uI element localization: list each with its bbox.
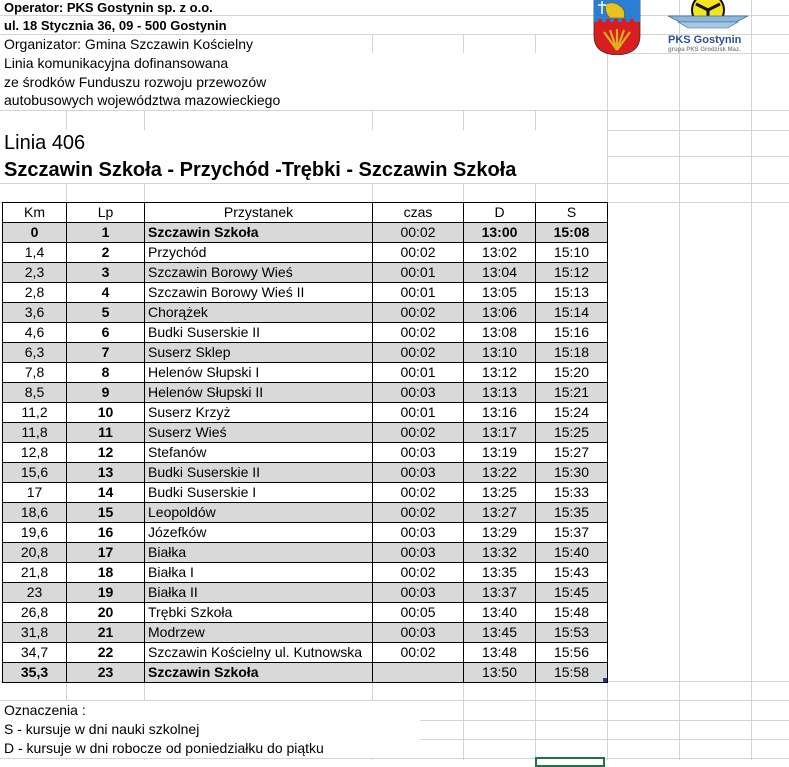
cell-s[interactable]: 15:13 <box>536 283 608 303</box>
route-title: Szczawin Szkoła - Przychód -Trębki - Szczawin Szkoła <box>4 159 517 181</box>
cell-stop[interactable]: Szczawin Szkoła <box>145 223 373 243</box>
cell-km[interactable]: 17 <box>3 483 67 503</box>
table-row[interactable] <box>3 563 608 583</box>
cell-czas[interactable]: 00:02 <box>373 503 464 523</box>
fill-handle[interactable] <box>603 678 607 682</box>
cell-d[interactable]: 13:08 <box>464 323 536 343</box>
column-header-lp[interactable]: Lp <box>67 203 145 223</box>
cell-d[interactable]: 13:25 <box>464 483 536 503</box>
cell-km[interactable]: 11,2 <box>3 403 67 423</box>
cell-lp[interactable]: 16 <box>67 523 145 543</box>
line-title: Linia 406 <box>4 132 86 154</box>
cell-s[interactable]: 15:37 <box>536 523 608 543</box>
cell-d[interactable]: 13:04 <box>464 263 536 283</box>
cell-d[interactable]: 13:06 <box>464 303 536 323</box>
cell-lp[interactable]: 5 <box>67 303 145 323</box>
cell-km[interactable]: 8,5 <box>3 383 67 403</box>
column-header-d[interactable]: D <box>464 203 536 223</box>
cell-s[interactable]: 15:53 <box>536 623 608 643</box>
cell-s[interactable]: 15:14 <box>536 303 608 323</box>
cell-d[interactable]: 13:50 <box>464 663 536 683</box>
cell-km[interactable]: 7,8 <box>3 363 67 383</box>
operator-text: Operator: PKS Gostynin sp. z o.o. <box>4 0 213 15</box>
cell-km[interactable]: 2,8 <box>3 283 67 303</box>
cell-km[interactable]: 31,8 <box>3 623 67 643</box>
cell-km[interactable]: 15,6 <box>3 463 67 483</box>
cell-stop[interactable]: Modrzew <box>145 623 373 643</box>
cell-stop[interactable]: Suserz Krzyż <box>145 403 373 423</box>
cell-stop[interactable]: Przychód <box>145 243 373 263</box>
cell-s[interactable]: 15:35 <box>536 503 608 523</box>
cell-czas[interactable]: 00:02 <box>373 483 464 503</box>
cell-km[interactable]: 35,3 <box>3 663 67 683</box>
cell-stop[interactable]: Leopoldów <box>145 503 373 523</box>
table-row[interactable] <box>3 223 608 243</box>
cell-stop[interactable]: Chorążek <box>145 303 373 323</box>
table-row[interactable] <box>3 663 608 683</box>
cell-stop[interactable]: Helenów Słupski II <box>145 383 373 403</box>
table-row[interactable] <box>3 483 608 503</box>
cell-lp[interactable]: 23 <box>67 663 145 683</box>
cell-s[interactable]: 15:20 <box>536 363 608 383</box>
cell-km[interactable]: 11,8 <box>3 423 67 443</box>
cell-stop[interactable]: Białka <box>145 543 373 563</box>
gridline-horizontal <box>0 758 789 759</box>
funding-line: autobusowych województwa mazowieckiego <box>4 92 281 108</box>
cell-d[interactable]: 13:32 <box>464 543 536 563</box>
cell-czas[interactable]: 00:01 <box>373 263 464 283</box>
funding-line: Linia komunikacyjna dofinansowana <box>4 55 229 71</box>
cell-lp[interactable]: 10 <box>67 403 145 423</box>
cell-s[interactable]: 15:10 <box>536 243 608 263</box>
cell-d[interactable]: 13:48 <box>464 643 536 663</box>
column-header-stop[interactable]: Przystanek <box>145 203 373 223</box>
table-row[interactable] <box>3 443 608 463</box>
cell-km[interactable]: 2,3 <box>3 263 67 283</box>
cell-km[interactable]: 12,8 <box>3 443 67 463</box>
cell-czas[interactable]: 00:02 <box>373 423 464 443</box>
cell-s[interactable]: 15:16 <box>536 323 608 343</box>
cell-lp[interactable]: 6 <box>67 323 145 343</box>
gridline-vertical <box>679 0 680 760</box>
cell-stop[interactable]: Białka II <box>145 583 373 603</box>
cell-km[interactable]: 3,6 <box>3 303 67 323</box>
gridline-horizontal <box>0 183 789 184</box>
cell-d[interactable]: 13:12 <box>464 363 536 383</box>
cell-lp[interactable]: 7 <box>67 343 145 363</box>
table-row[interactable] <box>3 423 608 443</box>
selected-cell[interactable] <box>535 757 605 767</box>
pks-logo-name: PKS Gostynin <box>668 34 742 46</box>
timetable <box>2 202 608 683</box>
cell-stop[interactable]: Budki Suserskie II <box>145 323 373 343</box>
cell-czas[interactable]: 00:03 <box>373 583 464 603</box>
cell-lp[interactable]: 22 <box>67 643 145 663</box>
cell-d[interactable]: 13:35 <box>464 563 536 583</box>
address-text: ul. 18 Stycznia 36, 09 - 500 Gostynin <box>4 18 227 33</box>
cell-d[interactable]: 13:37 <box>464 583 536 603</box>
table-row[interactable] <box>3 303 608 323</box>
cell-lp[interactable]: 17 <box>67 543 145 563</box>
cell-czas[interactable]: 00:02 <box>373 303 464 323</box>
cell-lp[interactable]: 1 <box>67 223 145 243</box>
cell-km[interactable]: 34,7 <box>3 643 67 663</box>
cell-lp[interactable]: 15 <box>67 503 145 523</box>
table-row[interactable] <box>3 363 608 383</box>
cell-stop[interactable]: Szczawin Borowy Wieś <box>145 263 373 283</box>
cell-d[interactable]: 13:29 <box>464 523 536 543</box>
cell-czas[interactable]: 00:03 <box>373 623 464 643</box>
cell-stop[interactable]: Suserz Wieś <box>145 423 373 443</box>
legend-title: Oznaczenia : <box>4 702 86 718</box>
cell-km[interactable]: 4,6 <box>3 323 67 343</box>
cell-lp[interactable]: 21 <box>67 623 145 643</box>
cell-stop[interactable]: Suserz Sklep <box>145 343 373 363</box>
cell-km[interactable]: 18,6 <box>3 503 67 523</box>
cell-stop[interactable]: Szczawin Borowy Wieś II <box>145 283 373 303</box>
cell-d[interactable]: 13:19 <box>464 443 536 463</box>
cell-lp[interactable]: 9 <box>67 383 145 403</box>
cell-s[interactable]: 15:33 <box>536 483 608 503</box>
cell-km[interactable]: 6,3 <box>3 343 67 363</box>
gridline-vertical <box>751 0 752 760</box>
cell-d[interactable]: 13:16 <box>464 403 536 423</box>
cell-stop[interactable]: Józefków <box>145 523 373 543</box>
cell-d[interactable]: 13:13 <box>464 383 536 403</box>
cell-s[interactable]: 15:27 <box>536 443 608 463</box>
funding-line: ze środków Funduszu rozwoju przewozów <box>4 74 267 90</box>
cell-czas[interactable]: 00:02 <box>373 563 464 583</box>
cell-stop[interactable]: Trębki Szkoła <box>145 603 373 623</box>
cell-km[interactable]: 26,8 <box>3 603 67 623</box>
cell-km[interactable]: 0 <box>3 223 67 243</box>
table-row[interactable] <box>3 463 608 483</box>
cell-s[interactable]: 15:40 <box>536 543 608 563</box>
cell-s[interactable]: 15:18 <box>536 343 608 363</box>
column-header-czas[interactable]: czas <box>373 203 464 223</box>
cell-stop[interactable]: Białka I <box>145 563 373 583</box>
cell-lp[interactable]: 14 <box>67 483 145 503</box>
table-row[interactable] <box>3 583 608 603</box>
table-row[interactable] <box>3 523 608 543</box>
cell-d[interactable]: 13:00 <box>464 223 536 243</box>
cell-czas[interactable] <box>373 663 464 683</box>
cell-s[interactable]: 15:56 <box>536 643 608 663</box>
cell-d[interactable]: 13:05 <box>464 283 536 303</box>
cell-s[interactable]: 15:25 <box>536 423 608 443</box>
cell-s[interactable]: 15:45 <box>536 583 608 603</box>
cell-czas[interactable]: 00:01 <box>373 403 464 423</box>
cell-czas[interactable]: 00:01 <box>373 363 464 383</box>
table-row[interactable] <box>3 283 608 303</box>
timetable-header-row <box>3 203 608 223</box>
table-row[interactable] <box>3 243 608 263</box>
cell-czas[interactable]: 00:02 <box>373 223 464 243</box>
cell-lp[interactable]: 18 <box>67 563 145 583</box>
table-row[interactable] <box>3 263 608 283</box>
cell-lp[interactable]: 3 <box>67 263 145 283</box>
cell-s[interactable]: 15:24 <box>536 403 608 423</box>
table-row[interactable] <box>3 543 608 563</box>
table-row[interactable] <box>3 603 608 623</box>
cell-d[interactable]: 13:40 <box>464 603 536 623</box>
cell-d[interactable]: 13:02 <box>464 243 536 263</box>
table-row[interactable] <box>3 643 608 663</box>
cell-stop[interactable]: Budki Suserskie II <box>145 463 373 483</box>
cell-d[interactable]: 13:17 <box>464 423 536 443</box>
cell-km[interactable]: 19,6 <box>3 523 67 543</box>
cell-czas[interactable]: 00:02 <box>373 643 464 663</box>
organizer-text: Organizator: Gmina Szczawin Kościelny <box>4 36 253 52</box>
cell-lp[interactable]: 11 <box>67 423 145 443</box>
cell-d[interactable]: 13:22 <box>464 463 536 483</box>
cell-czas[interactable]: 00:03 <box>373 383 464 403</box>
cell-s[interactable]: 15:48 <box>536 603 608 623</box>
legend-item-s: S - kursuje w dni nauki szkolnej <box>4 721 200 737</box>
cell-d[interactable]: 13:10 <box>464 343 536 363</box>
legend-item-d: D - kursuje w dni robocze od poniedziałku do piątku <box>4 740 324 756</box>
cell-lp[interactable]: 2 <box>67 243 145 263</box>
cell-s[interactable]: 15:43 <box>536 563 608 583</box>
cell-km[interactable]: 20,8 <box>3 543 67 563</box>
cell-d[interactable]: 13:27 <box>464 503 536 523</box>
pks-logo-icon <box>666 0 750 34</box>
cell-lp[interactable]: 19 <box>67 583 145 603</box>
table-row[interactable] <box>3 343 608 363</box>
column-header-s[interactable]: S <box>536 203 608 223</box>
cell-stop[interactable]: Budki Suserskie I <box>145 483 373 503</box>
cell-czas[interactable]: 00:05 <box>373 603 464 623</box>
cell-s[interactable]: 15:08 <box>536 223 608 243</box>
pks-logo-group: grupa PKS Grodzisk Maz. <box>668 47 741 53</box>
cell-lp[interactable]: 8 <box>67 363 145 383</box>
cell-czas[interactable]: 00:03 <box>373 523 464 543</box>
cell-lp[interactable]: 13 <box>67 463 145 483</box>
cell-czas[interactable]: 00:02 <box>373 243 464 263</box>
cell-stop[interactable]: Szczawin Kościelny ul. Kutnowska <box>145 643 373 663</box>
table-row[interactable] <box>3 623 608 643</box>
cell-km[interactable]: 1,4 <box>3 243 67 263</box>
cell-s[interactable]: 15:21 <box>536 383 608 403</box>
cell-lp[interactable]: 4 <box>67 283 145 303</box>
gridline-horizontal <box>0 110 789 111</box>
cell-lp[interactable]: 20 <box>67 603 145 623</box>
table-row[interactable] <box>3 323 608 343</box>
cell-d[interactable]: 13:45 <box>464 623 536 643</box>
cell-stop[interactable]: Stefanów <box>145 443 373 463</box>
cell-s[interactable]: 15:30 <box>536 463 608 483</box>
cell-czas[interactable]: 00:03 <box>373 443 464 463</box>
cell-czas[interactable]: 00:02 <box>373 343 464 363</box>
cell-czas[interactable]: 00:01 <box>373 283 464 303</box>
cell-s[interactable]: 15:12 <box>536 263 608 283</box>
cell-czas[interactable]: 00:03 <box>373 463 464 483</box>
cell-stop[interactable]: Helenów Słupski I <box>145 363 373 383</box>
cell-czas[interactable]: 00:03 <box>373 543 464 563</box>
cell-stop[interactable]: Szczawin Szkoła <box>145 663 373 683</box>
cell-km[interactable]: 23 <box>3 583 67 603</box>
column-header-km[interactable]: Km <box>3 203 67 223</box>
cell-s[interactable]: 15:58 <box>536 663 608 683</box>
table-row[interactable] <box>3 383 608 403</box>
coat-of-arms-icon <box>592 0 642 55</box>
funding-note <box>0 53 607 110</box>
cell-czas[interactable]: 00:02 <box>373 323 464 343</box>
cell-km[interactable]: 21,8 <box>3 563 67 583</box>
table-row[interactable] <box>3 403 608 423</box>
table-row[interactable] <box>3 503 608 523</box>
cell-lp[interactable]: 12 <box>67 443 145 463</box>
